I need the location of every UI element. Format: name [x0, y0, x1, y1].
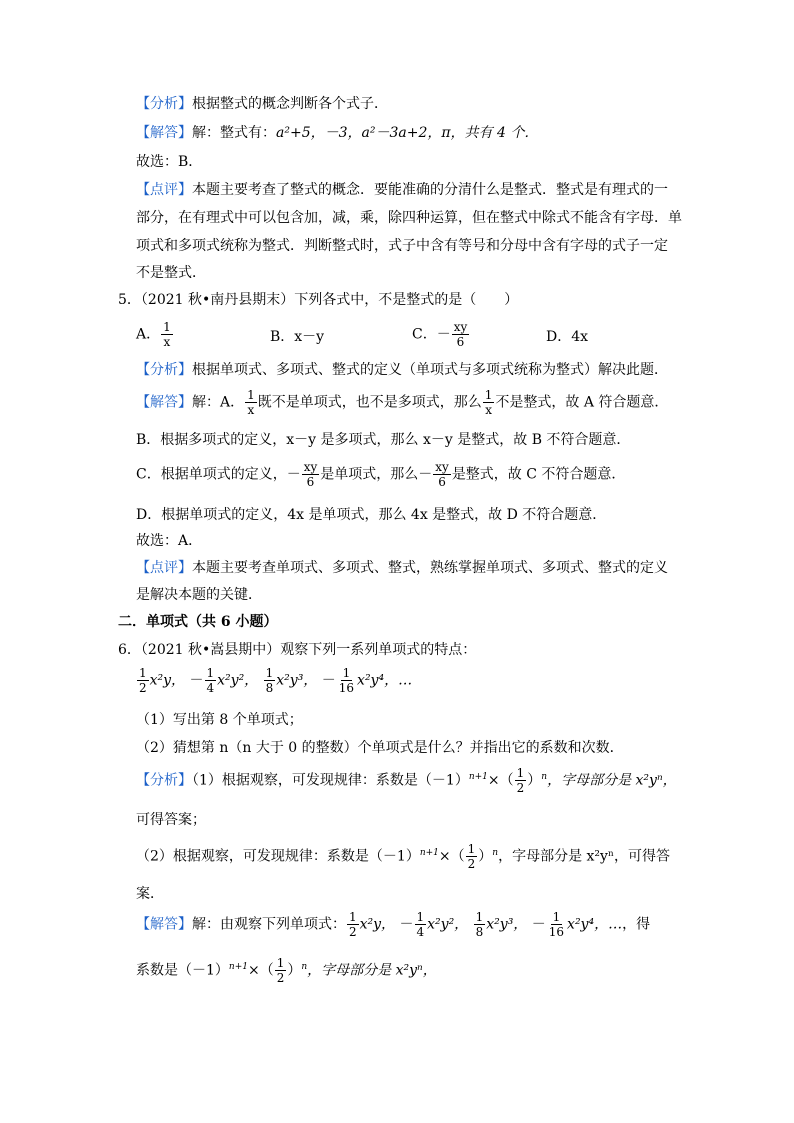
- q6-analysis-2: （2）根据观察，可发现规律：系数是$(-1)^{n+1}\times$（ $\frac{1}{2}$ ）$^n$，字母部分是 x²yⁿ，可得答: [136, 842, 671, 871]
- q5-solution-a: 【解答】解：A． $\frac{1}{x}$ 既不是单项式，也不是多项式，那么 $\frac{1}{x}$ 不是整式，故 A 符合题意．: [136, 388, 669, 417]
- fraction: $\frac{1}{2}$: [349, 910, 357, 939]
- q5-solution-c: C．根据单项式的定义，－ $\frac{xy}{6}$ 是单项式，那么－ $\frac{xy}{6}$ 是整式，故 C 不符合题意．: [136, 460, 626, 489]
- fraction: $\frac{1}{2}$: [467, 842, 476, 871]
- q4-comment: 【点评】本题主要考查了整式的概念．要能准确的分清什么是整式．整式是有理式的一: [136, 182, 668, 198]
- fraction: $\frac{1}{2}$: [516, 766, 525, 795]
- solution-tag: 【解答】: [136, 394, 192, 411]
- analysis-tag: 【分析】: [136, 96, 192, 112]
- fraction: $\frac{1}{16}$: [548, 910, 565, 939]
- q5-choice: 故选：A．: [136, 533, 203, 549]
- q4-comment-line: 不是整式．: [136, 265, 206, 281]
- fraction: $\frac{1}{2}$: [276, 956, 285, 985]
- q5-solution-b: B．根据多项式的定义，x－y 是多项式，那么 x－y 是整式，故 B 不符合题意．: [136, 432, 631, 448]
- fraction: $\frac{xy}{6}$: [303, 460, 318, 489]
- fraction: $\frac{1}{4}$: [206, 666, 215, 695]
- fraction: $\frac{xy}{6}$: [435, 460, 449, 489]
- q4-comment-line: 项式和多项式统称为整式．判断整式时，式子中含有等号和分母中含有字母的式子一定: [136, 238, 668, 254]
- fraction: $\frac{1}{x}$: [484, 388, 493, 417]
- q6-solution-cont: 系数是$(-1)^{n+1}\times$（ $\frac{1}{2}$ ）$^n$，字母部分是 x²yⁿ，: [136, 956, 437, 985]
- q5-stem: 5．（2021 秋•南丹县期末）下列各式中，不是整式的是（ ）: [118, 292, 519, 308]
- q5-option-c: C．－ $\frac{xy}{6}$: [412, 320, 468, 349]
- q6-analysis-1-cont: 可得答案；: [136, 812, 206, 828]
- q5-solution-d: D．根据单项式的定义，4x 是单项式，那么 4x 是整式，故 D 不符合题意．: [136, 507, 607, 523]
- q4-analysis: 【分析】根据整式的概念判断各个式子．: [136, 96, 388, 112]
- comment-tag: 【点评】: [136, 182, 192, 198]
- section-heading: 二．单项式（共 6 小题）: [118, 614, 278, 630]
- fraction: $\frac{1}{x}$: [163, 320, 171, 349]
- q5-comment-line: 是解决本题的关键．: [136, 587, 262, 603]
- fraction: $\frac{1}{x}$: [247, 388, 255, 417]
- q6-analysis-2-cont: 案．: [136, 886, 164, 902]
- solution-tag: 【解答】: [136, 916, 192, 933]
- analysis-tag: 【分析】: [136, 772, 192, 789]
- comment-tag: 【点评】: [136, 560, 192, 576]
- fraction: $\frac{1}{2}$: [139, 666, 147, 695]
- q4-choice: 故选：B．: [136, 154, 203, 170]
- q6-analysis-1: 【分析】（1）根据观察，可发现规律：系数是$(-1)^{n+1}\times$（ $\frac{1}{2}$ ）$^n$，字母部分是 x²yⁿ，: [136, 766, 677, 795]
- q6-sequence: $\frac{1}{2}$ x²y， － $\frac{1}{4}$ x²y²， $\frac{1}{8}$ x²y³， － $\frac{1}{16}$ x²y⁴，…: [139, 666, 413, 695]
- q6-part2: （2）猜想第 n（n 大于 0 的整数）个单项式是什么？并指出它的系数和次数．: [136, 740, 624, 756]
- q4-solution: 【解答】解：整式有：a²+5，－3，a²－3a+2，π，共有 4 个．: [136, 125, 539, 141]
- fraction: $\frac{1}{4}$: [416, 910, 425, 939]
- q5-analysis: 【分析】根据单项式、多项式、整式的定义（单项式与多项式统称为整式）解决此题．: [136, 362, 668, 378]
- fraction: $\frac{1}{8}$: [475, 910, 484, 939]
- fraction: $\frac{1}{16}$: [338, 666, 355, 695]
- q5-option-b: B．x－y: [270, 329, 325, 345]
- q6-part1: （1）写出第 8 个单项式；: [136, 712, 303, 728]
- analysis-tag: 【分析】: [136, 362, 192, 378]
- q6-solution: 【解答】解：由观察下列单项式： $\frac{1}{2}$ x²y， － $\frac{1}{4}$ x²y²， $\frac{1}{8}$ x²y³， － $\frac{1}{16}$ x²y⁴，…，得: [136, 910, 651, 939]
- fraction: $\frac{xy}{6}$: [453, 320, 468, 349]
- q5-comment: 【点评】本题主要考查单项式、多项式、整式，熟练掌握单项式、多项式、整式的定义: [136, 560, 668, 576]
- q4-comment-line: 部分，在有理式中可以包含加，减，乘，除四种运算，但在整式中除式不能含有字母．单: [136, 210, 682, 226]
- q5-option-d: D．4x: [546, 329, 589, 345]
- fraction: $\frac{1}{8}$: [265, 666, 274, 695]
- q5-option-a: A． $\frac{1}{x}$: [136, 320, 171, 349]
- q6-stem: 6．（2021 秋•嵩县期中）观察下列一系列单项式的特点：: [118, 642, 477, 658]
- solution-tag: 【解答】: [136, 125, 192, 141]
